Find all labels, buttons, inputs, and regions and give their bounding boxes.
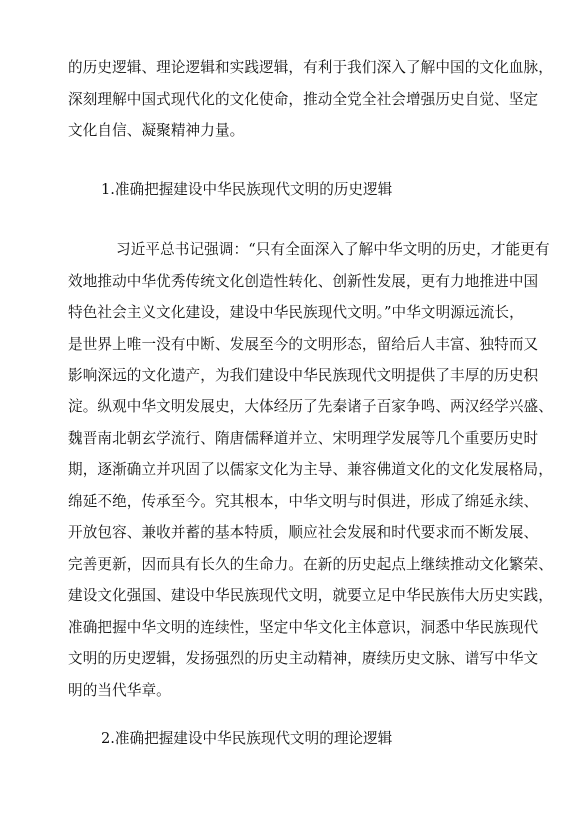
section-heading-theory: 2.准确把握建设中华民族现代文明的理论逻辑 (101, 730, 393, 747)
text-line: 魏晋南北朝玄学流行、隋唐儒释道并立、宋明理学发展等几个重要历史时 (68, 430, 539, 447)
text-line: 是世界上唯一没有中断、发展至今的文明形态，留给后人丰富、独特而又 (68, 336, 539, 353)
text-line: 文化自信、凝聚精神力量。 (68, 122, 245, 139)
text-line: 文明的历史逻辑，发扬强烈的历史主动精神，赓续历史文脉、谱写中华文 (68, 650, 539, 667)
text-line: 开放包容、兼收并蓄的基本特质，顺应社会发展和时代要求而不断发展、 (68, 524, 539, 541)
text-line: 特色社会主义文化建设，建设中华民族现代文明。”中华文明源远流长， (68, 304, 524, 321)
text-line: 影响深远的文化遗产，为我们建设中华民族现代文明提供了丰厚的历史积 (68, 367, 539, 384)
text-line: 明的当代华章。 (68, 682, 171, 699)
text-line: 淀。纵观中华文明发展史，大体经历了先秦诸子百家争鸣、两汉经学兴盛、 (68, 398, 553, 415)
text-line: 建设文化强国、建设中华民族现代文明，就要立足中华民族伟大历史实践， (68, 587, 553, 604)
text-line: 效地推动中华优秀传统文化创造性转化、创新性发展，更有力地推进中国 (68, 273, 539, 290)
text-line: 准确把握中华文明的连续性，坚定中华文化主体意识，洞悉中华民族现代 (68, 619, 539, 636)
text-line: 深刻理解中国式现代化的文化使命，推动全党全社会增强历史自觉、坚定 (68, 91, 539, 108)
section-heading-history: 1.准确把握建设中华民族现代文明的历史逻辑 (101, 181, 393, 198)
text-line: 的历史逻辑、理论逻辑和实践逻辑，有利于我们深入了解中国的文化血脉， (68, 59, 553, 76)
text-line: 习近平总书记强调：“只有全面深入了解中华文明的历史，才能更有 (116, 241, 550, 258)
text-line: 完善更新，因而具有长久的生命力。在新的历史起点上继续推动文化繁荣、 (68, 556, 553, 573)
text-line: 绵延不绝，传承至今。究其根本，中华文明与时俱进，形成了绵延永续、 (68, 493, 539, 510)
text-line: 期，逐渐确立并巩固了以儒家文化为主导、兼容佛道文化的文化发展格局， (68, 461, 553, 478)
